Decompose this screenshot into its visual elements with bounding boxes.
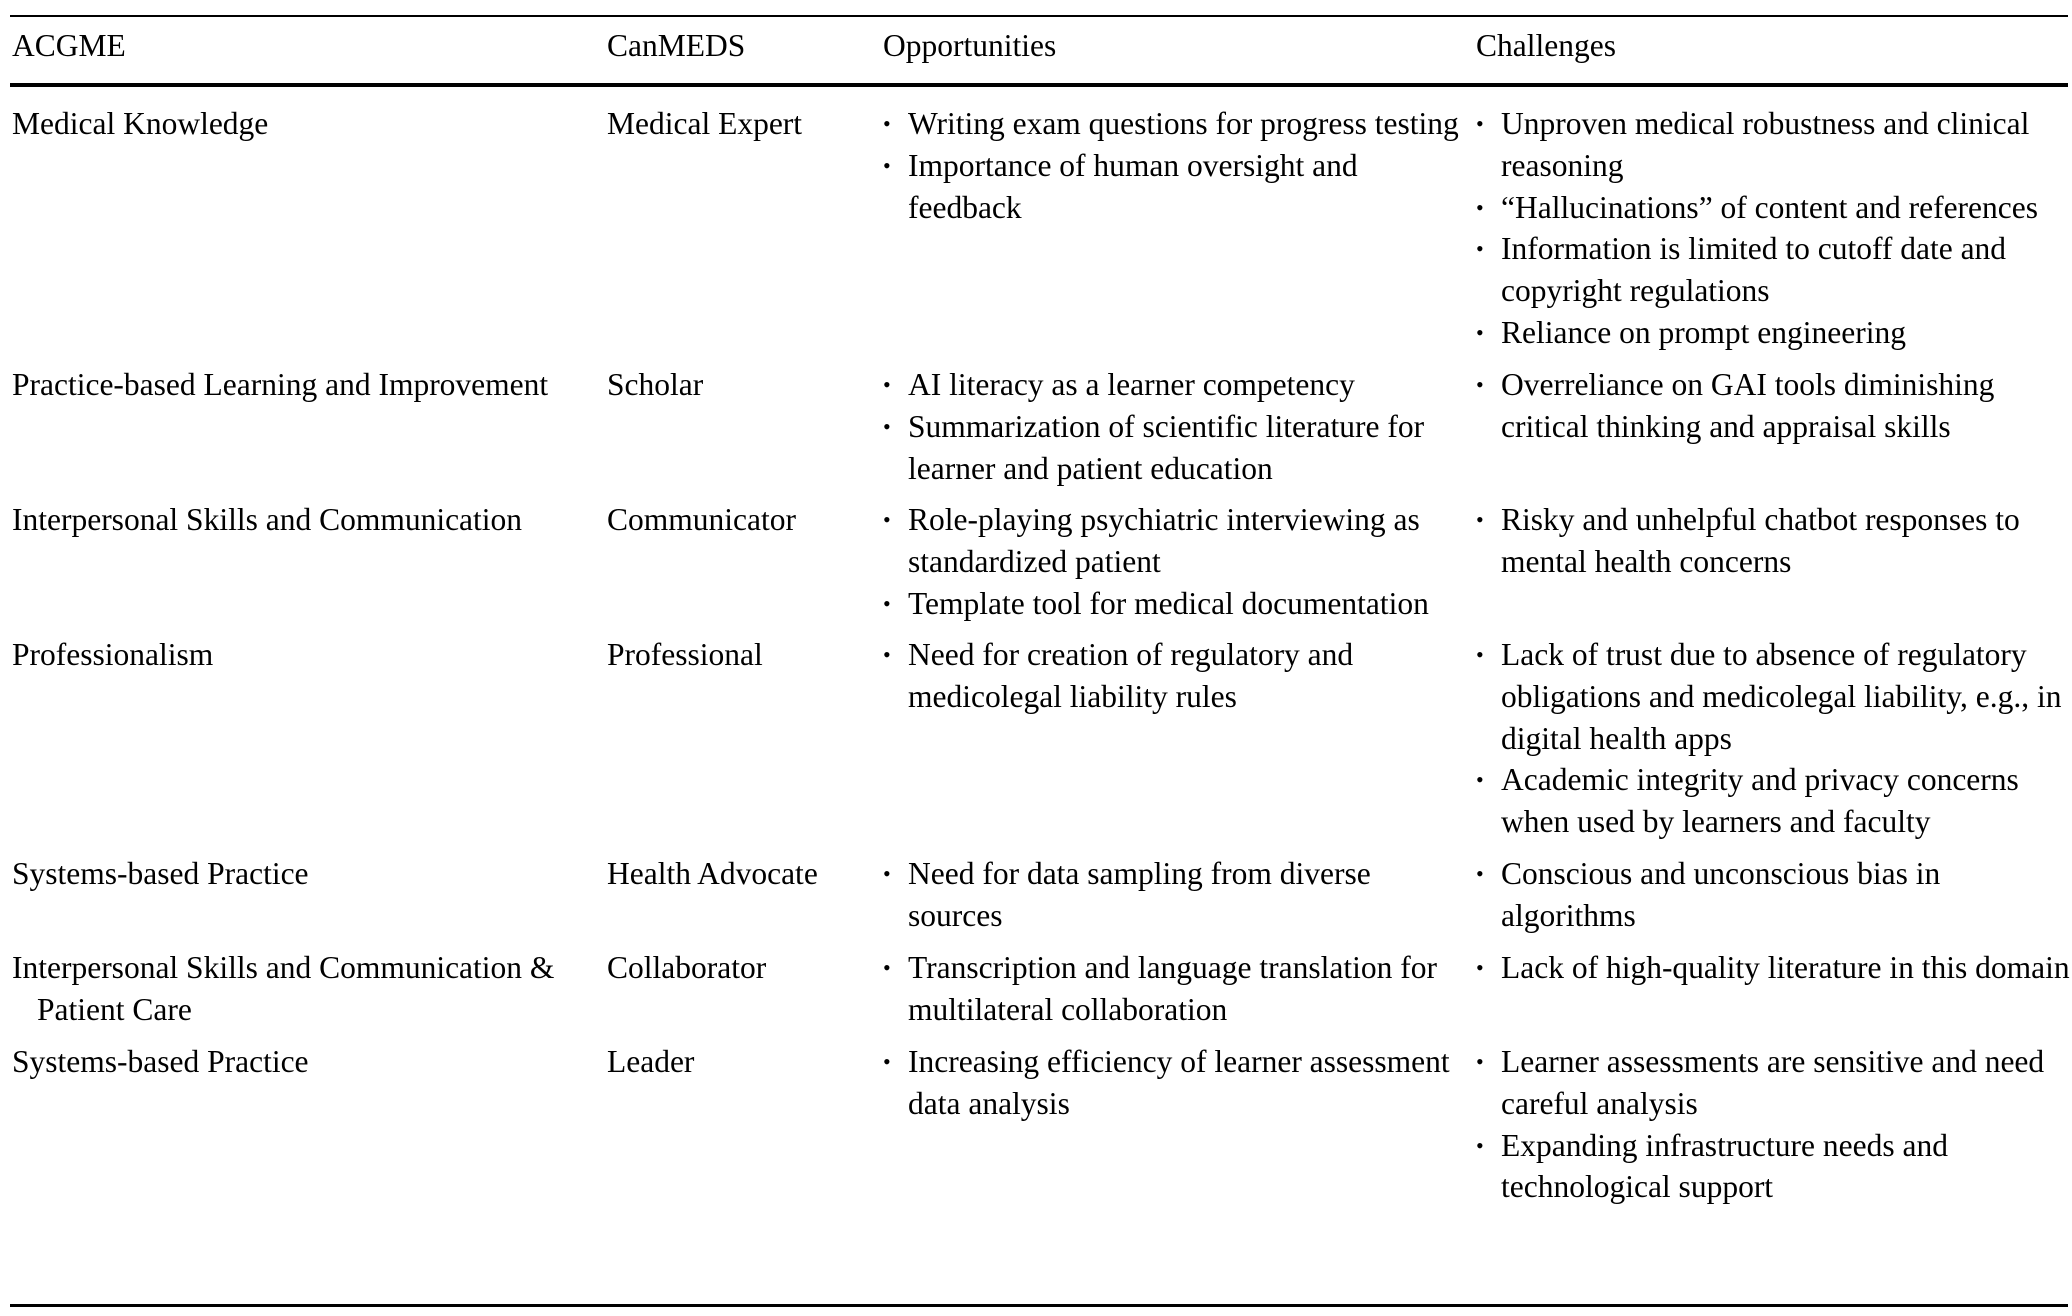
list-item-text: Information is limited to cutoff date and copyright regulations <box>1501 231 2007 309</box>
table-row <box>0 1041 2072 1218</box>
cell-opportunities-list <box>883 103 1463 228</box>
list-item-text: Writing exam questions for progress testing <box>908 106 1459 141</box>
list-item <box>1476 1125 2072 1209</box>
cell-acgme: Systems-based Practice <box>12 1044 309 1079</box>
cell-opportunities-list <box>883 1041 1463 1125</box>
cell-canmeds: Scholar <box>607 367 704 402</box>
list-item-text: Lack of high-quality literature in this domain <box>1501 950 2070 985</box>
list-item <box>883 499 1463 583</box>
list-item-text: Lack of trust due to absence of regulatory obligations and medicolegal liability, e.g., in digital health apps <box>1501 637 2062 756</box>
bullet-icon: • <box>883 413 891 439</box>
list-item <box>1476 364 2072 448</box>
cell-challenges-list <box>1476 364 2072 448</box>
bullet-icon: • <box>1476 319 1484 345</box>
table-row <box>0 947 2072 1041</box>
list-item-text: Summarization of scientific literature for learner and patient education <box>908 408 1425 486</box>
cell-challenges <box>1476 103 2072 354</box>
list-item <box>1476 312 2072 354</box>
cell-challenges <box>1476 364 2072 448</box>
list-item-text: Need for creation of regulatory and medicolegal liability rules <box>908 637 1354 714</box>
list-item-text: Unproven medical robustness and clinical reasoning <box>1501 106 2030 183</box>
list-item-text: AI literacy as a learner competency <box>908 367 1355 402</box>
bullet-icon: • <box>883 372 891 397</box>
cell-acgme: Medical Knowledge <box>12 106 269 141</box>
bullet-icon: • <box>883 111 891 136</box>
list-item <box>883 634 1463 718</box>
bullet-icon: • <box>1476 1049 1484 1074</box>
cell-canmeds: Leader <box>607 1044 695 1079</box>
list-item-text: Risky and unhelpful chatbot responses to mental health concerns <box>1501 502 2020 579</box>
cell-opportunities-list <box>883 947 1463 1031</box>
list-item-text: Academic integrity and privacy concerns when used by learners and faculty <box>1501 762 2019 840</box>
cell-acgme: Interpersonal Skills and Communication & Patient Care <box>12 950 555 1027</box>
cell-challenges <box>1476 1041 2072 1208</box>
bullet-icon: • <box>1476 194 1484 220</box>
cell-opportunities <box>883 103 1463 228</box>
cell-challenges <box>1476 499 2072 583</box>
list-item <box>883 406 1463 490</box>
bullet-icon: • <box>883 955 891 980</box>
table-row <box>0 634 2072 853</box>
list-item <box>883 103 1463 145</box>
cell-opportunities <box>883 364 1463 489</box>
bullet-icon: • <box>883 152 891 178</box>
bullet-icon: • <box>1476 507 1484 532</box>
list-item <box>883 853 1463 937</box>
cell-challenges <box>1476 634 2072 843</box>
list-item <box>1476 187 2072 229</box>
cell-opportunities-list <box>883 364 1463 489</box>
cell-opportunities <box>883 499 1463 624</box>
bullet-icon: • <box>883 861 891 886</box>
list-item-text: Learner assessments are sensitive and need careful analysis <box>1501 1044 2045 1121</box>
list-item-text: Conscious and unconscious bias in algorithms <box>1501 856 1941 933</box>
list-item <box>1476 853 2072 937</box>
list-item <box>1476 1041 2072 1125</box>
list-item-text: Increasing efficiency of learner assessment data analysis <box>908 1044 1450 1121</box>
cell-opportunities-list <box>883 853 1463 937</box>
bullet-icon: • <box>1476 236 1484 262</box>
table-body <box>0 103 2072 1218</box>
bullet-icon: • <box>1476 767 1484 793</box>
list-item-text: Transcription and language translation for multilateral collaboration <box>908 950 1437 1027</box>
cell-challenges-list <box>1476 499 2072 583</box>
bullet-icon: • <box>1476 861 1484 886</box>
bullet-icon: • <box>1476 1132 1484 1158</box>
cell-challenges <box>1476 947 2072 989</box>
list-item-text: Need for data sampling from diverse sources <box>908 856 1371 933</box>
table-header-rule <box>10 83 2068 87</box>
list-item <box>883 583 1463 625</box>
table-top-rule <box>10 15 2068 17</box>
cell-canmeds: Collaborator <box>607 950 767 985</box>
list-item-text: Importance of human oversight and feedback <box>908 147 1358 225</box>
list-item-text: Reliance on prompt engineering <box>1501 314 1906 350</box>
cell-challenges-list <box>1476 947 2072 989</box>
cell-canmeds: Professional <box>607 637 763 672</box>
header-canmeds: CanMEDS <box>607 28 746 63</box>
list-item-text: Template tool for medical documentation <box>908 585 1429 621</box>
cell-opportunities-list <box>883 634 1463 718</box>
list-item <box>1476 634 2072 759</box>
list-item <box>1476 103 2072 187</box>
cell-acgme: Professionalism <box>12 637 214 672</box>
cell-challenges-list <box>1476 103 2072 354</box>
cell-opportunities <box>883 1041 1463 1125</box>
bullet-icon: • <box>883 1049 891 1074</box>
bullet-icon: • <box>1476 111 1484 136</box>
list-item <box>1476 947 2072 989</box>
cell-challenges-list <box>1476 634 2072 843</box>
list-item-text: “Hallucinations” of content and references <box>1501 189 2038 225</box>
table-row <box>0 364 2072 499</box>
list-item <box>1476 759 2072 843</box>
cell-canmeds: Medical Expert <box>607 106 803 141</box>
cell-opportunities <box>883 853 1463 937</box>
bullet-icon: • <box>1476 642 1484 667</box>
bullet-icon: • <box>883 507 891 532</box>
cell-challenges-list <box>1476 853 2072 937</box>
table-row <box>0 499 2072 634</box>
header-opportunities: Opportunities <box>883 28 1057 63</box>
table-row <box>0 853 2072 947</box>
cell-acgme: Systems-based Practice <box>12 856 309 891</box>
list-item <box>883 145 1463 229</box>
list-item <box>883 364 1463 406</box>
list-item <box>883 947 1463 1031</box>
bullet-icon: • <box>1476 372 1484 397</box>
bullet-icon: • <box>1476 955 1484 980</box>
list-item-text: Overreliance on GAI tools diminishing critical thinking and appraisal skills <box>1501 367 1995 444</box>
list-item <box>1476 228 2072 312</box>
bullet-icon: • <box>883 642 891 667</box>
cell-opportunities <box>883 634 1463 718</box>
cell-opportunities-list <box>883 499 1463 624</box>
table-bottom-rule <box>10 1304 2068 1307</box>
list-item <box>883 1041 1463 1125</box>
cell-opportunities <box>883 947 1463 1031</box>
cell-acgme: Practice-based Learning and Improvement <box>12 367 549 402</box>
table-row <box>0 103 2072 364</box>
header-challenges: Challenges <box>1476 28 1616 63</box>
list-item-text: Expanding infrastructure needs and technological support <box>1501 1127 1948 1205</box>
cell-challenges-list <box>1476 1041 2072 1208</box>
cell-acgme: Interpersonal Skills and Communication <box>12 502 523 537</box>
header-acgme: ACGME <box>12 28 126 63</box>
cell-canmeds: Communicator <box>607 502 796 537</box>
list-item-text: Role-playing psychiatric interviewing as standardized patient <box>908 502 1420 579</box>
table-header-row <box>0 25 2072 67</box>
cell-canmeds: Health Advocate <box>607 856 818 891</box>
bullet-icon: • <box>883 590 891 616</box>
list-item <box>1476 499 2072 583</box>
cell-challenges <box>1476 853 2072 937</box>
